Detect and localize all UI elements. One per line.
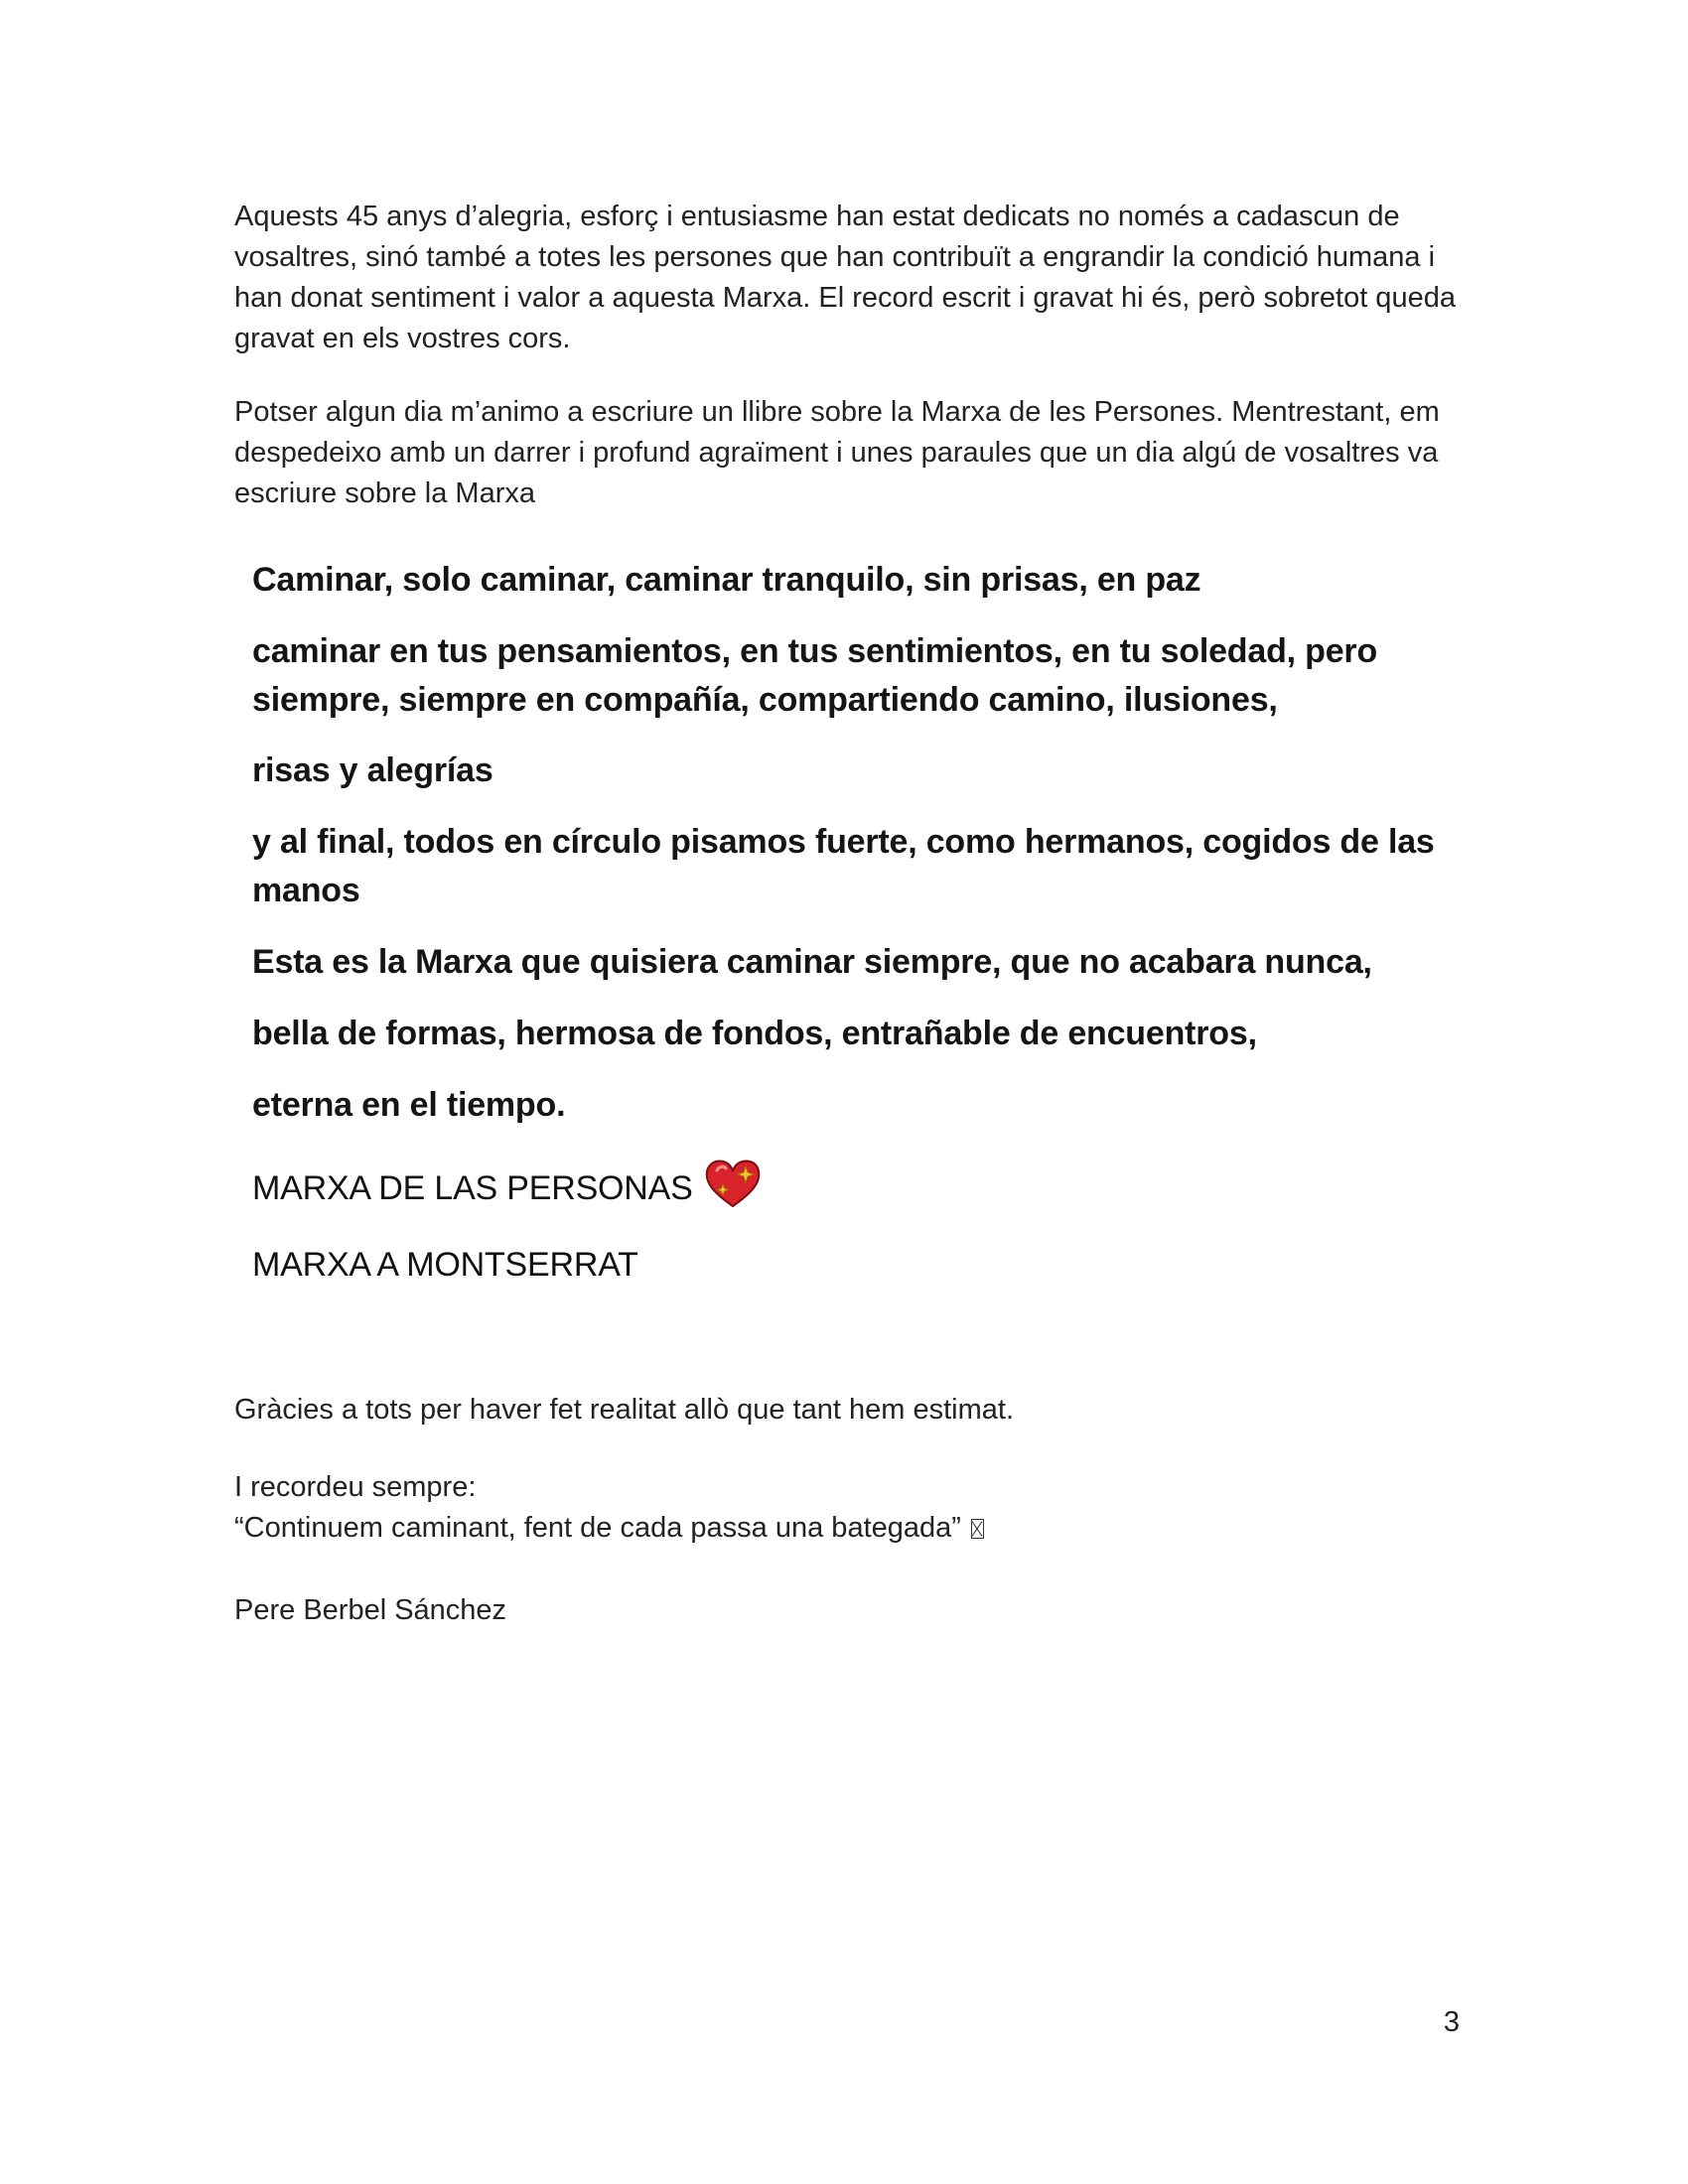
missing-glyph-icon [971, 1519, 984, 1539]
farewell-paragraph: Potser algun dia m’animo a escriure un llibre sobre la Marxa de les Persones. Mentrestant, em despedeixo amb un darrer i profund agraïment i unes paraules que un dia algú de vosaltres va escriure sobre la Marxa [234, 396, 1440, 509]
signature: Pere Berbel Sánchez [234, 1594, 507, 1626]
remember-line: I recordeu sempre: [234, 1471, 477, 1503]
quote-text: “Continuem caminant, fent de cada passa una bategada” [234, 1512, 961, 1544]
thanks-line: Gràcies a tots per haver fet realitat allò que tant hem estimat. [234, 1394, 1014, 1426]
intro-paragraph: Aquests 45 anys d’alegria, esforç i entusiasme han estat dedicats no només a cadascun de vosaltres, sinó també a totes les persones que han contribuït a engrandir la condició humana i han donat sentiment i valor a aquesta Marxa. El record escrit i gravat hi és, però sobretot queda gravat en els vostres cors. [234, 201, 1456, 354]
poem-line-marxa-personas: MARXA DE LAS PERSONAS [252, 1164, 1474, 1213]
quote-line [234, 1508, 1466, 1549]
poem-line: y al final, todos en círculo pisamos fuerte, como hermanos, cogidos de las manos [252, 823, 1435, 909]
page-number: 3 [1443, 2006, 1460, 2038]
poem-line-marxa-montserrat: MARXA A MONTSERRAT [252, 1246, 638, 1284]
poem-line: Caminar, solo caminar, caminar tranquilo, sin prisas, en paz [252, 561, 1201, 599]
sparkling-heart-icon [703, 1157, 763, 1210]
poem-line: eterna en el tiempo. [252, 1086, 566, 1124]
poem-line: Esta es la Marxa que quisiera caminar siempre, que no acabara nunca, [252, 943, 1372, 981]
poem-line: bella de formas, hermosa de fondos, entrañable de encuentros, [252, 1015, 1257, 1052]
poem-line: caminar en tus pensamientos, en tus sentimientos, en tu soledad, pero siempre, siempre en compañía, compartiendo camino, ilusiones, [252, 632, 1378, 719]
poem-line: risas y alegrías [252, 751, 493, 789]
